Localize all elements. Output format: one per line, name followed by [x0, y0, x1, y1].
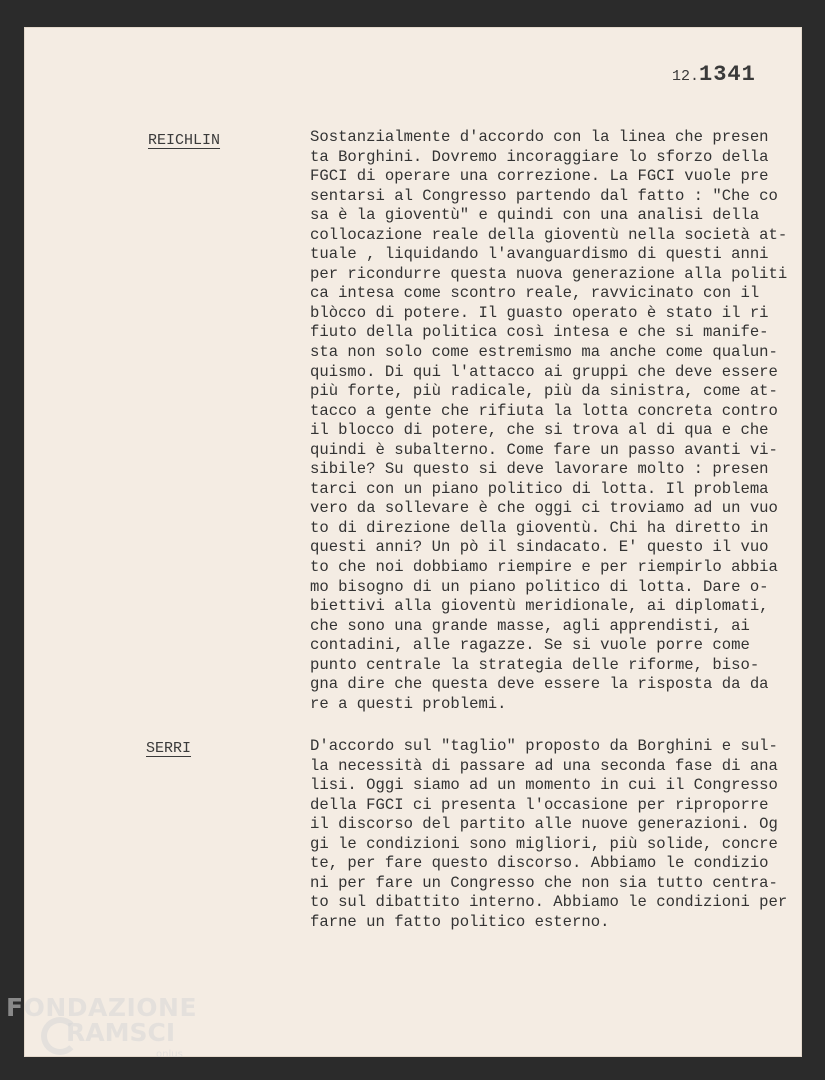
- text-line: sibile? Su questo si deve lavorare molto : presen: [310, 460, 769, 479]
- text-line: quismo. Di qui l'attacco ai gruppi che deve essere: [310, 362, 778, 381]
- text-line: della FGCI ci presenta l'occasione per riproporre: [310, 795, 769, 814]
- text-line: contadini, alle ragazze. Se si vuole porre come: [310, 636, 750, 655]
- speech-paragraph-serri: [310, 737, 800, 932]
- page-number: [672, 62, 756, 87]
- text-line: vero da sollevare è che oggi ci troviamo ad un vuo: [310, 499, 778, 518]
- text-line: to sul dibattito interno. Abbiamo le condizioni per: [310, 893, 788, 912]
- text-line: collocazione reale della gioventù nella società at-: [310, 225, 788, 244]
- page-number-prefix: 12.: [672, 68, 700, 85]
- text-line: biettivi alla gioventù meridionale, ai diplomati,: [310, 597, 769, 616]
- text-line: il discorso del partito alle nuove generazioni. Og: [310, 815, 778, 834]
- text-line: la necessità di passare ad una seconda fase di ana: [310, 756, 778, 775]
- text-line: sentarsi al Congresso partendo dal fatto : "Che co: [310, 186, 778, 205]
- text-line: quindi è subalterno. Come fare un passo avanti vi-: [310, 440, 778, 459]
- text-line: più forte, più radicale, più da sinistra, come at-: [310, 382, 778, 401]
- text-line: fiuto della politica così intesa e che si manife-: [310, 323, 769, 342]
- text-line: to che noi dobbiamo riempire e per riempirlo abbia: [310, 558, 778, 577]
- text-line: gna dire che questa deve essere la risposta da da: [310, 675, 769, 694]
- text-line: ta Borghini. Dovremo incoraggiare lo sforzo della: [310, 147, 769, 166]
- watermark-line-1: FONDAZIONE: [6, 993, 198, 1022]
- speaker-name-reichlin: REICHLIN: [148, 132, 221, 149]
- text-line: mo bisogno di un piano politico di lotta. Dare o-: [310, 577, 769, 596]
- watermark-line-2: RAMSCI: [66, 1018, 176, 1047]
- page-number-value: 1341: [699, 62, 756, 87]
- text-line: sta non solo come estremismo ma anche come qualun-: [310, 343, 778, 362]
- archive-watermark-logo: [6, 993, 206, 1073]
- text-line: FGCI di operare una correzione. La FGCI vuole pre: [310, 167, 769, 186]
- text-line: per ricondurre questa nuova generazione alla politi: [310, 264, 788, 283]
- speech-paragraph-reichlin: [310, 128, 800, 714]
- text-line: che sono una grande masse, agli apprendisti, ai: [310, 616, 750, 635]
- text-line: ni per fare un Congresso che non sia tutto centra-: [310, 873, 778, 892]
- watermark-line-3: onlus: [156, 1049, 183, 1060]
- text-line: il blocco di potere, che si trova al di qua e che: [310, 421, 769, 440]
- text-line: punto centrale la strategia delle riforme, biso-: [310, 655, 760, 674]
- text-line: D'accordo sul "taglio" proposto da Borghini e sul-: [310, 737, 778, 755]
- text-line: ca intesa come scontro reale, ravvicinato con il: [310, 284, 760, 303]
- text-line: sa è la gioventù" e quindi con una analisi della: [310, 206, 760, 225]
- text-line: to di direzione della gioventù. Chi ha diretto in: [310, 518, 769, 537]
- text-line: te, per fare questo discorso. Abbiamo le condizio: [310, 854, 769, 873]
- text-line: tacco a gente che rifiuta la lotta concreta contro: [310, 401, 778, 420]
- text-line: lisi. Oggi siamo ad un momento in cui il Congresso: [310, 776, 778, 795]
- text-line: blòcco di potere. Il guasto operato è stato il ri: [310, 303, 769, 322]
- speaker-name-serri: SERRI: [146, 740, 192, 757]
- text-line: Sostanzialmente d'accordo con la linea che presen: [310, 128, 769, 146]
- text-line: re a questi problemi.: [310, 694, 507, 713]
- text-line: gi le condizioni sono migliori, più solide, concre: [310, 834, 778, 853]
- text-line: tuale , liquidando l'avanguardismo di questi anni: [310, 245, 769, 264]
- text-line: questi anni? Un pò il sindacato. E' questo il vuo: [310, 538, 769, 557]
- text-line: tarci con un piano politico di lotta. Il problema: [310, 479, 769, 498]
- text-line: farne un fatto politico esterno.: [310, 912, 610, 931]
